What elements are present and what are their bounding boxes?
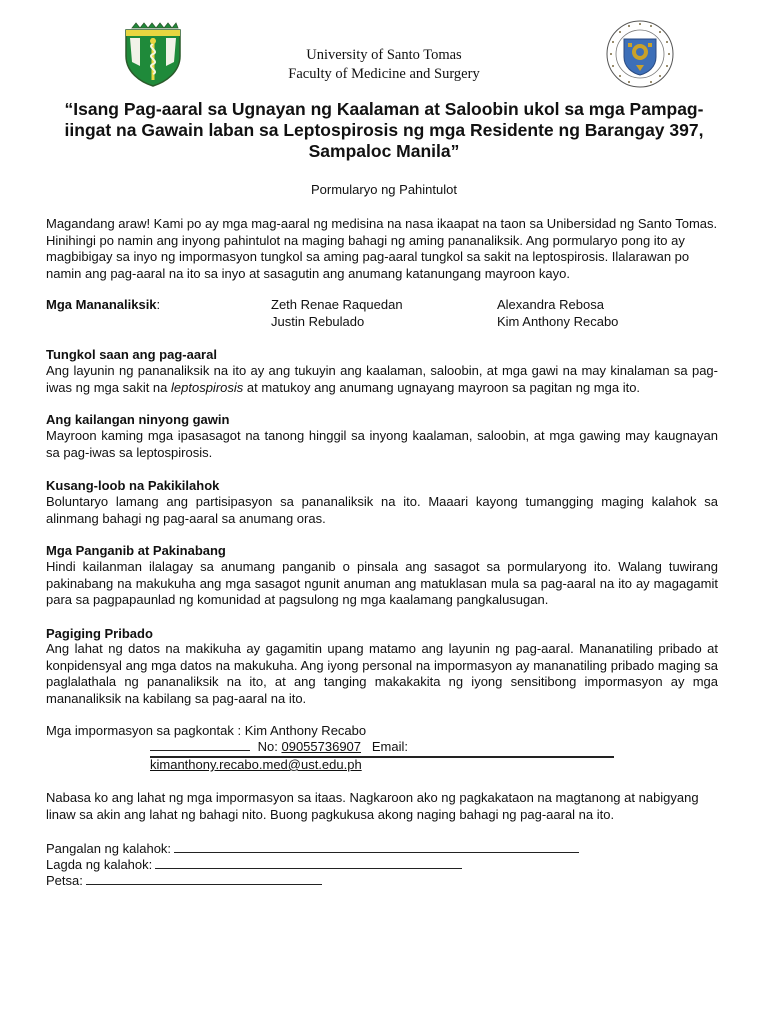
researcher-name: Justin Rebulado [271, 313, 365, 329]
section-title-risks-benefits: Mga Panganib at Pakinabang [46, 543, 226, 558]
contact-label: Mga impormasyon sa pagkontak : Kim Anthony Recabo [46, 723, 367, 738]
form-subtitle: Pormularyo ng Pahintulot [311, 182, 457, 197]
participant-name-label: Pangalan ng kalahok: [46, 841, 172, 856]
university-name: University of Santo Tomas [306, 47, 462, 63]
participant-name-line[interactable] [174, 841, 579, 853]
section-title-study-purpose: Tungkol saan ang pag-aaral [46, 347, 217, 362]
participant-signature-label: Lagda ng kalahok: [46, 857, 153, 872]
researchers-label: Mga Mananaliksik: [46, 297, 161, 312]
date-label: Petsa: [46, 873, 83, 888]
section-body-privacy: Ang lahat ng datos na makikuha ay gagamitin upang matamo ang layunin ng pag-aaral. Mananatiling pribado at konpidensyal ang mga datos na makukuha. Ang iyong personal na impormasyon ay mananatiling pribado maging sa paglalathala ng pananaliksik na ito, at ang tanging makakakita ng iyong sensitibong impormasyon ay mga mananaliksik na kabilang sa pag-aaral na ito. [46, 641, 718, 706]
contact-number-prefix: No: [257, 739, 278, 754]
study-title: “Isang Pag-aaral sa Ugnayan ng Kaalaman at Saloobin ukol sa mga Pampag-iingat na Gawain laban sa Leptospirosis ng mga Residente ng Barangay 397, Sampaloc Manila” [64, 99, 704, 161]
participant-name-field[interactable] [46, 841, 579, 857]
consent-statement: Nabasa ko ang lahat ng mga impormasyon sa itaas. Nagkaroon ako ng pagkakataon na magtanong at nabigyang linaw sa akin ang lahat ng bahagi nito. Buong pagkukusa akong naging bahagi ng pag-aaral na ito. [46, 790, 699, 822]
participant-signature-field[interactable] [46, 857, 462, 873]
researcher-name: Alexandra Rebosa [497, 297, 604, 312]
date-line[interactable] [86, 873, 322, 885]
section-title-voluntary: Kusang-loob na Pakikilahok [46, 478, 220, 493]
section-title-what-to-do: Ang kailangan ninyong gawin [46, 412, 230, 427]
contact-number: 09055736907 [281, 739, 362, 754]
contact-email-prefix: Email: [371, 739, 408, 754]
researchers-column-1 [271, 297, 403, 330]
blank-underline [150, 738, 250, 751]
researcher-name: Zeth Renae Raquedan [271, 297, 403, 312]
participant-signature-line[interactable] [155, 857, 462, 869]
section-body-risks-benefits: Hindi kailanman ilalagay sa anumang panganib o pinsala ang sasagot sa pormularyong ito. Walang tuwirang pakinabang na makukuha ang mga sasagot ngunit anuman ang matuklasan mula sa pag-aaral na ito ay magagamit para sa pagpapaunlad ng komunidad at pagsulong ng mga kaalamang pangkalusugan. [46, 559, 718, 607]
faculty-name: Faculty of Medicine and Surgery [288, 66, 480, 82]
section-body-study-purpose: Ang layunin ng pananaliksik na ito ay ang tukuyin ang kaalaman, saloobin, at mga gawi na may kinalaman sa pag-iwas ng mga sakit na leptospirosis at matukoy ang anumang ugnayang mayroon sa pagitan ng mga ito. [46, 363, 718, 395]
researchers-column-2 [497, 297, 618, 330]
section-body-voluntary: Boluntaryo lamang ang partisipasyon sa pananaliksik na ito. Maaari kayong tumangging maging kalahok sa alinmang bahagi ng pag-aaral sa anumang oras. [46, 494, 718, 526]
section-body-what-to-do: Mayroon kaming mga ipasasagot na tanong hinggil sa inyong kaalaman, saloobin, at mga gawing may kaugnayan sa pag-iwas sa leptospirosis. [46, 428, 718, 460]
contact-details-line [150, 738, 614, 772]
date-field[interactable] [46, 873, 322, 889]
contact-email-link[interactable]: kimanthony.recabo.med@ust.edu.ph [150, 757, 362, 772]
intro-paragraph: Magandang araw! Kami po ay mga mag-aaral ng medisina na nasa ikaapat na taon sa Unibersidad ng Santo Tomas. Hinihingi po namin ang inyong pahintulot na maging bahagi ng aming pananaliksik. Ang pormularyo pong ito ay magbibigay sa inyo ng impormasyon tungkol sa aming pag-aaral tungkol sa sakit na leptospirosis. Ilalarawan po namin ang pag-aaral na ito sa inyo at sasagutin ang anumang katanungang mayroon kayo. [46, 216, 718, 281]
researcher-name: Kim Anthony Recabo [497, 313, 619, 329]
section-title-privacy: Pagiging Pribado [46, 626, 153, 641]
